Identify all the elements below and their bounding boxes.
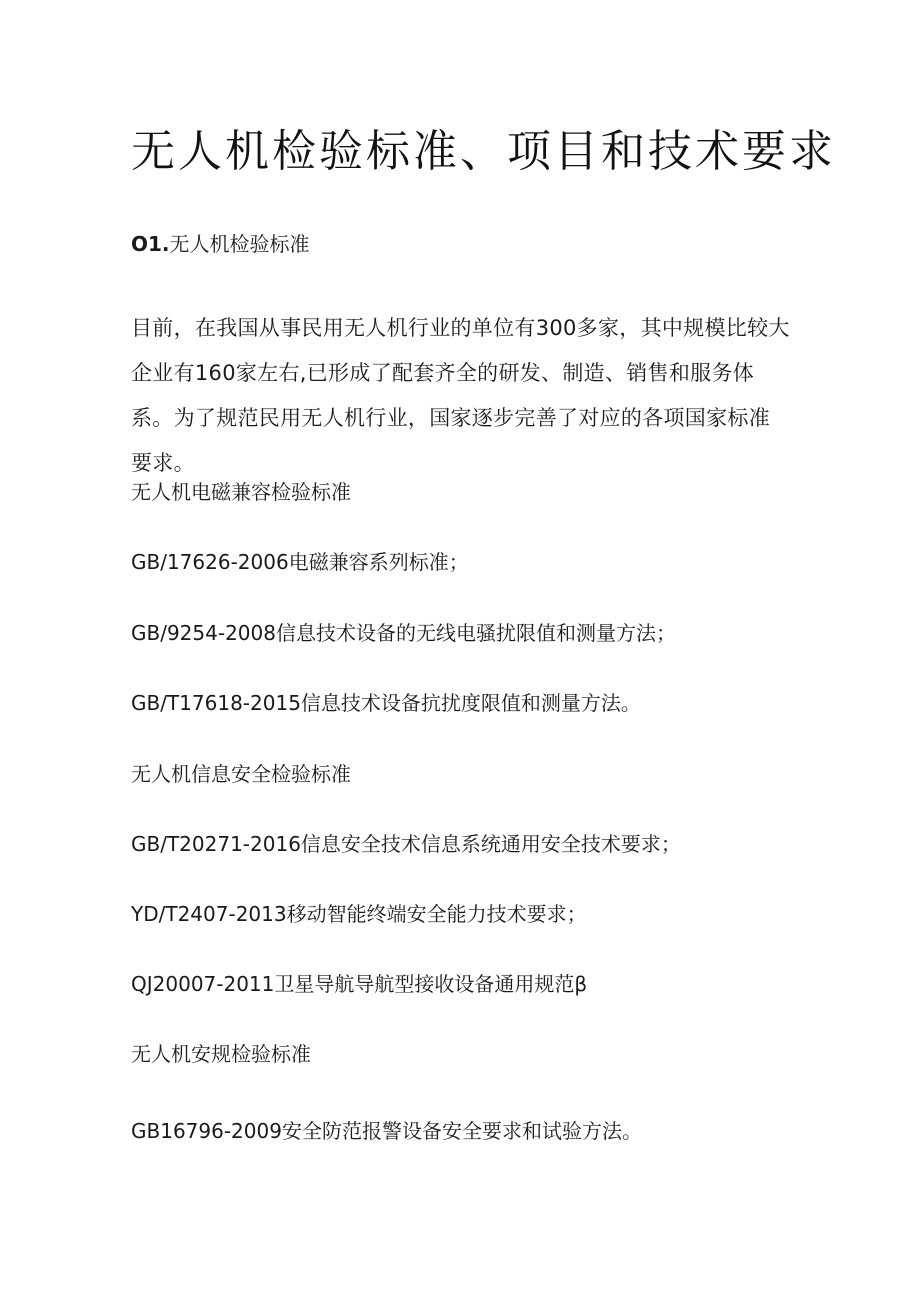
intro-paragraph: 目前，在我国从事民用无人机行业的单位有300多家，其中规模比较大企业有160家左右,已形成了配套齐全的研发、制造、销售和服务体系。为了规范民用无人机行业，国家逐步完善了对应的各项国家标准要求。 xyxy=(131,316,790,475)
standard-item: GB/9254-2008信息技术设备的无线电骚扰限值和测量方法； xyxy=(131,621,676,645)
infosec-standards-heading: 无人机信息安全检验标准 xyxy=(131,762,351,786)
emc-standards-heading: 无人机电磁兼容检验标准 xyxy=(131,480,351,504)
standard-item: GB16796-2009安全防范报警设备安全要求和试验方法。 xyxy=(131,1119,642,1143)
safety-standards-heading: 无人机安规检验标准 xyxy=(131,1042,311,1066)
standard-item: YD/T2407-2013移动智能终端安全能力技术要求； xyxy=(131,902,587,926)
standard-item: GB/T20271-2016信息安全技术信息系统通用安全技术要求； xyxy=(131,832,681,856)
section-number: O1. xyxy=(131,232,170,256)
section-heading-text: 无人机检验标准 xyxy=(169,232,310,256)
standard-item: GB/T17618-2015信息技术设备抗扰度限值和测量方法。 xyxy=(131,691,641,715)
section-heading xyxy=(131,229,310,259)
standard-item: GB/17626-2006电磁兼容系列标准； xyxy=(131,550,469,574)
standard-item: QJ20007-2011卫星导航导航型接收设备通用规范β xyxy=(131,972,588,996)
document-title: 无人机检验标准、项目和技术要求 xyxy=(131,126,836,177)
